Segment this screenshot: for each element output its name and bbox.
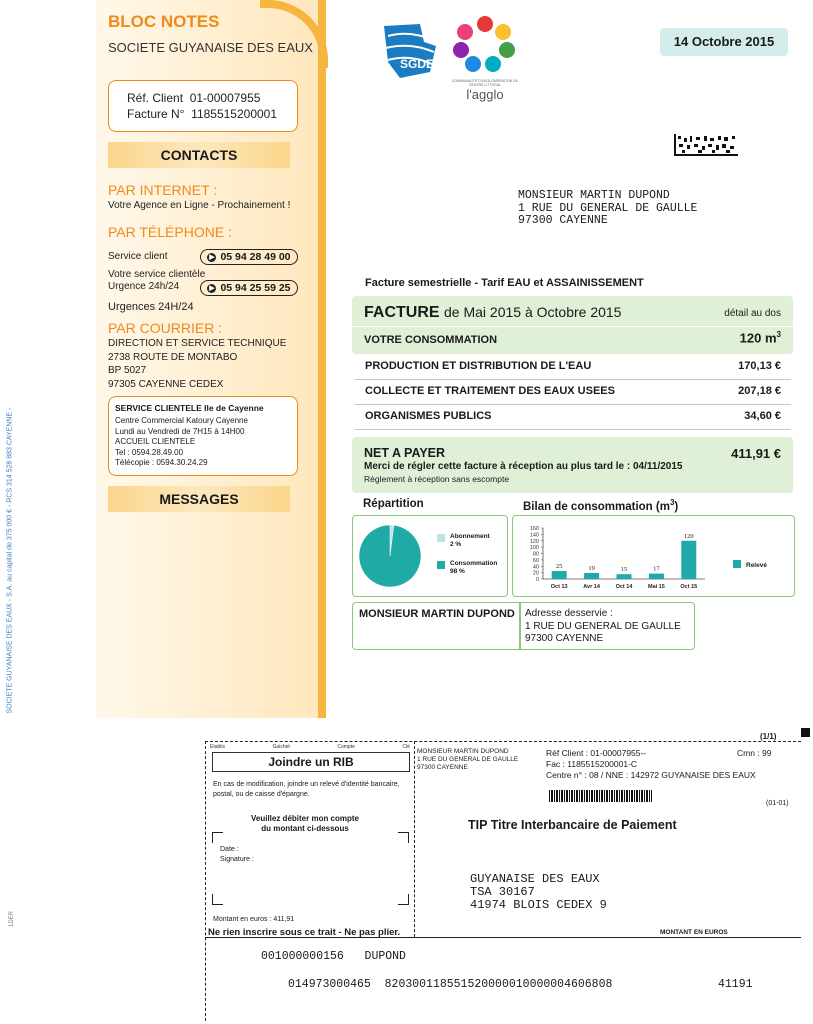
consumption-label: VOTRE CONSOMMATION <box>364 334 498 346</box>
net-a-payer-box <box>352 437 793 493</box>
sc-title: SERVICE CLIENTELE Ile de Cayenne <box>115 403 264 413</box>
bar-mai-15 <box>649 574 664 579</box>
bar-value-label: 17 <box>653 565 660 573</box>
tip-separator <box>205 937 801 938</box>
net-sub: Règlement à réception sans escompte <box>364 474 510 484</box>
row-amount: 207,18 € <box>738 385 781 397</box>
signature-label: Signature : <box>220 856 254 863</box>
ref-client-label: Réf. Client <box>127 91 184 105</box>
print-code: 1DER <box>9 910 16 928</box>
invoice-date: 14 Octobre 2015 <box>660 28 788 56</box>
row-label: COLLECTE ET TRAITEMENT DES EAUX USEES <box>365 385 615 397</box>
urgence-label-1: Votre service clientèle <box>108 269 206 280</box>
legend-label-releve: Relevé <box>746 562 767 569</box>
y-tick-label: 100 <box>529 545 539 552</box>
corner-mark <box>398 894 409 905</box>
legend-consommation: Consommation 98 % <box>450 560 498 575</box>
bilan-panel <box>512 515 795 597</box>
service-client-label: Service client <box>108 251 168 262</box>
bar-oct-14 <box>617 574 632 579</box>
invoice-row-1 <box>355 360 791 380</box>
row-amount: 34,60 € <box>744 410 781 422</box>
corner-mark <box>398 832 409 843</box>
bar-value-label: 25 <box>555 563 563 571</box>
internet-text: Votre Agence en Ligne - Prochainement ! <box>108 200 291 211</box>
arrow-icon: ▶ <box>209 253 215 261</box>
y-tick-label: 0 <box>535 577 539 583</box>
invoice-row-3 <box>355 410 791 430</box>
creditor-address: GUYANAISE DES EAUX TSA 30167 41974 BLOIS CEDEX 9 <box>470 872 607 912</box>
rib-box[interactable]: Joindre un RIB <box>212 752 410 772</box>
urgences-text: Urgences 24H/24 <box>108 301 194 313</box>
legal-vertical-text: SOCIETE GUYANAISE DES EAUX - S.A. au capital de 375 000 € - RCS 314 528 883 CAYENNE - <box>6 407 14 714</box>
courrier-address: DIRECTION ET SERVICE TECHNIQUE 2738 ROUTE DE MONTABO BP 5027 97305 CAYENNE CEDEX <box>108 338 287 390</box>
company-name: SOCIETE GUYANAISE DES EAUX <box>108 40 313 55</box>
y-tick-label: 60 <box>532 557 539 564</box>
tip-divider-dash <box>414 741 415 937</box>
sc-details: Centre Commercial Katoury Cayenne Lundi au Vendredi de 7H15 à 14H00 ACCUEIL CLIENTELE Tel : 0594.28.49.00 Télécopie : 0594.30.24.29 <box>115 416 248 467</box>
tip-references: Réf Client : 01-00007955-- Fac : 1185515200001-C Centre n° : 08 / NNE : 142972 GUYANAISE DES EAUX <box>546 748 756 780</box>
service-address-panel <box>352 602 695 650</box>
bar-avr-14 <box>584 573 599 579</box>
rib-column-labels: Etablis Guichet Compte Clé <box>210 744 410 750</box>
legend-swatch-consommation <box>437 561 445 569</box>
service-name: MONSIEUR MARTIN DUPOND <box>359 608 515 620</box>
ocr-line-2-end: 41191 <box>718 978 753 991</box>
bar-value-label: 15 <box>620 566 628 574</box>
y-tick-label: 140 <box>529 532 539 539</box>
bar-value-label: 19 <box>588 564 595 572</box>
service-address: Adresse desservie : 1 RUE DU GENERAL DE GAULLE 97300 CAYENNE <box>525 608 681 644</box>
net-message: Merci de régler cette facture à réception au plus tard le : 04/11/2015 <box>364 461 683 472</box>
corner-mark <box>212 894 223 905</box>
y-tick-label: 20 <box>532 570 539 577</box>
marker-square <box>801 728 810 737</box>
urgence-phone[interactable]: ▶ 05 94 25 59 25 <box>200 280 298 296</box>
legend-abonnement: Abonnement 2 % <box>450 533 490 548</box>
tip-left-dash <box>205 741 206 1021</box>
facture-header-box <box>352 296 793 354</box>
tip-barcode <box>549 790 652 802</box>
consumption-value: 120 $m^3$ <box>739 330 781 346</box>
agglo-logo <box>445 14 525 102</box>
y-tick-label: 160 <box>529 526 539 532</box>
tip-top-dash <box>205 741 801 742</box>
recipient-address: MONSIEUR MARTIN DUPOND 1 RUE DU GENERAL DE GAULLE 97300 CAYENNE <box>518 189 698 227</box>
net-label: NET A PAYER <box>364 446 446 460</box>
repartition-title: Répartition <box>363 498 424 510</box>
datamatrix-code <box>674 134 738 156</box>
row-amount: 170,13 € <box>738 360 781 372</box>
row-label: PRODUCTION ET DISTRIBUTION DE L'EAU <box>365 360 592 372</box>
ref-client-value: 01-00007955 <box>189 91 261 105</box>
bar-chart <box>513 516 794 596</box>
rib-note: En cas de modification, joindre un relevé d'identité bancaire, postal, ou de caisse d'épargne. <box>213 781 400 798</box>
bar-oct-13 <box>552 571 567 579</box>
facture-value: 1185515200001 <box>191 107 278 121</box>
detail-link[interactable]: détail au dos <box>724 308 781 319</box>
row-label: ORGANISMES PUBLICS <box>365 410 492 422</box>
montant-label: Montant en euros : 411,91 <box>213 916 295 923</box>
sgde-logo <box>380 22 440 80</box>
facture-period: de Mai 2015 à Octobre 2015 <box>444 304 622 320</box>
messages-heading: MESSAGES <box>108 486 290 512</box>
facture-word: FACTURE <box>364 304 440 321</box>
svg-text:SGDE: SGDE <box>400 57 435 71</box>
x-tick-label: Oct 15 <box>680 584 698 590</box>
courrier-heading: PAR COURRIER : <box>108 320 223 336</box>
internet-heading: PAR INTERNET : <box>108 182 218 198</box>
legend-swatch-releve <box>733 560 741 568</box>
contacts-heading: CONTACTS <box>108 142 290 168</box>
tip-corner-box <box>98 985 156 1015</box>
warning-text: Ne rien inscrire sous ce trait - Ne pas plier. <box>208 927 401 938</box>
y-tick-label: 40 <box>532 564 539 571</box>
y-tick-label: 120 <box>529 538 539 545</box>
phone-heading: PAR TÉLÉPHONE : <box>108 224 232 240</box>
agglo-name: l'agglo <box>466 87 504 102</box>
invoice-type-title: Facture semestrielle - Tarif EAU et ASSAINISSEMENT <box>365 277 644 289</box>
page-marker: (1/1) <box>760 732 777 741</box>
tip-address: MONSIEUR MARTIN DUPOND 1 RUE DU GENERAL DE GAULLE 97300 CAYENNE <box>417 748 519 771</box>
repartition-panel <box>352 515 508 597</box>
ocr-line-2: 014973000465 820300118551520000010000004606808 <box>288 978 613 991</box>
bilan-title: Bilan de consommation $(m^3)$ <box>523 498 679 513</box>
x-tick-label: Oct 13 <box>550 584 568 590</box>
legend-swatch-abonnement <box>437 534 445 542</box>
y-tick-label: 80 <box>532 551 539 558</box>
ocr-line-1: 001000000156 DUPOND <box>261 950 406 963</box>
corner-mark <box>212 832 223 843</box>
montant-header: MONTANT EN EUROS <box>660 929 728 936</box>
debit-text: Veuillez débiter mon compte du montant ci-dessous <box>250 814 360 833</box>
service-client-phone[interactable]: ▶ 05 94 28 49 00 <box>200 249 298 265</box>
bar-value-label: 120 <box>683 532 694 540</box>
pie-slice-consommation <box>359 525 421 587</box>
bar-oct-15 <box>681 541 696 579</box>
invoice-row-2 <box>355 385 791 405</box>
urgence-label-2: Urgence 24h/24 <box>108 281 180 292</box>
x-tick-label: Oct 14 <box>615 584 633 590</box>
reference-box <box>108 80 298 132</box>
x-tick-label: Avr 14 <box>583 584 600 590</box>
service-clientele-box <box>108 396 298 476</box>
agglo-caption: COMMUNAUTÉ D'AGGLOMÉRATION DU CENTRE LITTORAL <box>451 79 519 87</box>
tip-title: TIP Titre Interbancaire de Paiement <box>468 818 677 832</box>
bloc-notes-title: BLOC NOTES <box>108 12 220 31</box>
arrow-icon: ▶ <box>209 284 215 292</box>
x-tick-label: Mai 15 <box>647 584 665 590</box>
facture-label: Facture N° <box>127 107 185 121</box>
net-amount: 411,91 € <box>731 446 781 461</box>
date-label: Date : <box>220 846 239 853</box>
tip-cmn: Cmn : 99 <box>737 748 772 758</box>
tip-code-0101: (01-01) <box>766 800 789 807</box>
pie-chart <box>353 516 507 596</box>
